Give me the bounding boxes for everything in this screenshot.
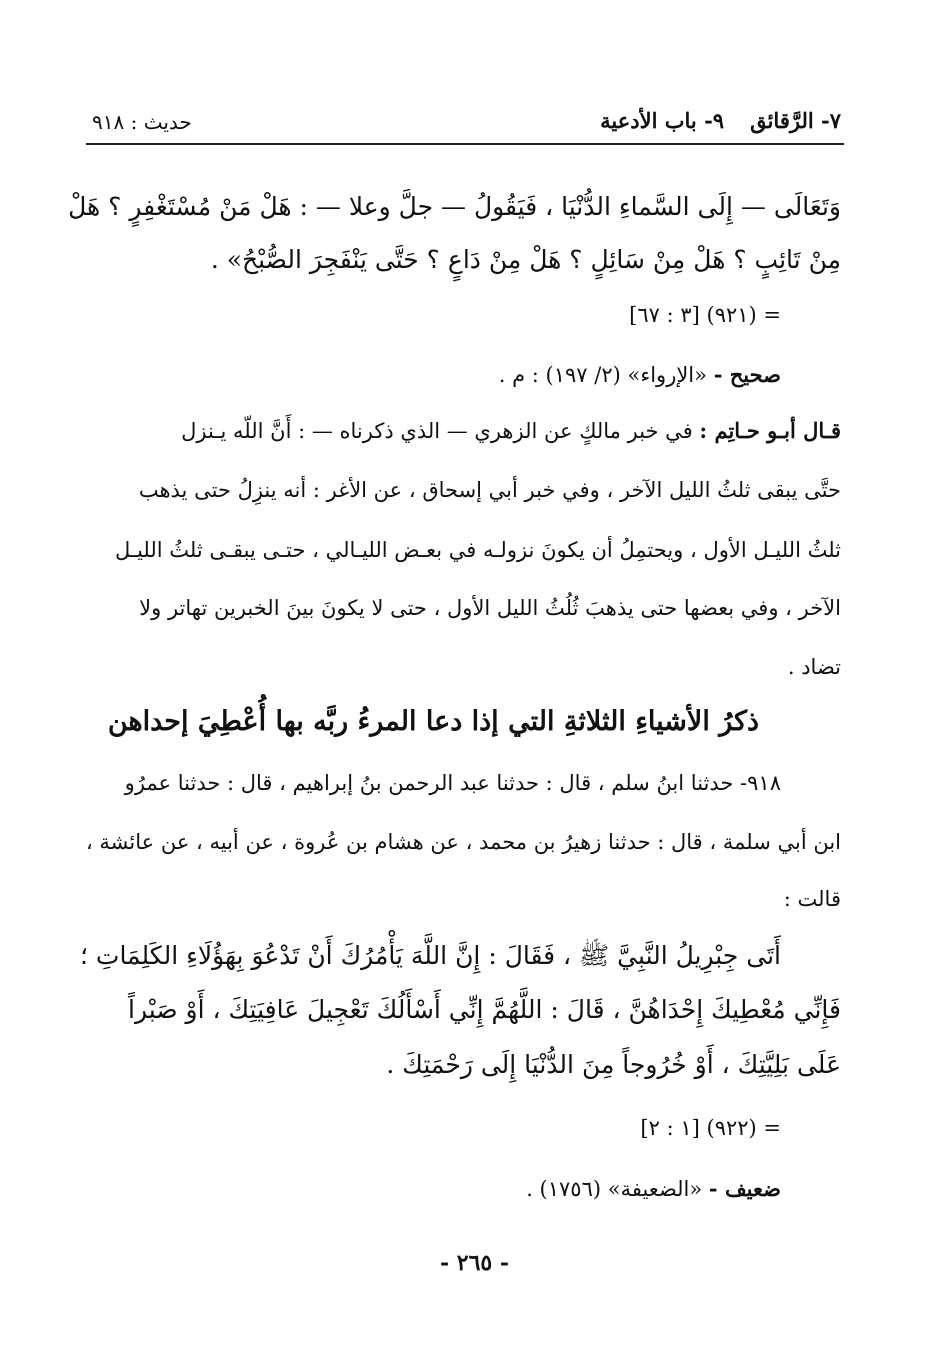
hadith-text-line: وَتَعَالَى — إِلَى السَّماءِ الدُّنْيَا ، فَيَقُولُ — جلَّ وعلا — : هَلْ مَنْ مُسْتَغْفِرٍ ؟ هَلْ bbox=[68, 192, 841, 221]
commentary-line: الآخر ، وفي بعضها حتى يذهبَ ثُلُثُ الليل الأول ، حتى لا يكونَ بينَ الخبرين تهاتر ولا bbox=[139, 596, 841, 620]
commentary-line: تضاد . bbox=[787, 655, 841, 679]
commentary-line bbox=[181, 418, 841, 443]
hadith-text-line: أَتَى جِبْرِيلُ النَّبِيَّ ﷺ ، فَقَالَ : إِنَّ اللَّهَ يَأْمُرُكَ أَنْ تَدْعُوَ بِهَؤُلَاءِ الكَلِمَاتِ ؛ bbox=[80, 941, 781, 970]
grading bbox=[526, 1176, 781, 1201]
grading-source: «الضعيفة» (١٧٥٦) . bbox=[526, 1177, 703, 1201]
page-number: - ٢٦٥ - bbox=[439, 1250, 510, 1276]
grading bbox=[499, 362, 781, 387]
hadith-text-line: عَلَى بَلِيَّتِكَ ، أَوْ خُرُوجاً مِنَ الدُّنْيَا إِلَى رَحْمَتِكَ . bbox=[386, 1050, 841, 1079]
cross-reference: = (٩٢١) [٣ : ٦٧] bbox=[629, 303, 781, 327]
header-rule bbox=[86, 143, 844, 145]
hadith-text-line: مِنْ تَائِبٍ ؟ هَلْ مِنْ سَائِلٍ ؟ هَلْ مِنْ دَاعٍ ؟ حَتَّى يَنْفَجِرَ الصُّبْحُ» . bbox=[210, 245, 841, 274]
section-title: ٩- باب الأدعية bbox=[600, 108, 725, 133]
hadith-reference: حديث : ٩١٨ bbox=[92, 110, 192, 134]
chapter-title: ٧- الرَّقائق bbox=[750, 108, 841, 133]
running-header bbox=[574, 108, 841, 133]
isnad-line: ٩١٨- حدثنا ابنُ سلم ، قال : حدثنا عبد الرحمن بنُ إبراهيم ، قال : حدثنا عمرُو bbox=[124, 771, 781, 795]
commentary-line: ثلثُ الليـل الأول ، ويحتمِلُ أن يكونَ نزولـه في بعـض الليـالي ، حتـى يبقـى ثلثُ الليـل bbox=[115, 538, 841, 562]
commentary-speaker: قـال أبـو حـاتِم : bbox=[699, 418, 841, 443]
isnad-line: قالت : bbox=[783, 887, 841, 911]
cross-reference: = (٩٢٢) [١ : ٢] bbox=[640, 1116, 781, 1140]
commentary-line: حتَّى يبقى ثلثُ الليل الآخر ، وفي خبر أبي إسحاق ، عن الأغر : أنه ينزِلُ حتى يذهب bbox=[138, 478, 841, 502]
grading-source: «الإرواء» (٢/ ١٩٧) : م . bbox=[498, 363, 707, 387]
isnad-line: ابن أبي سلمة ، قال : حدثنا زهيرُ بن محمد ، عن هشام بن عُروة ، عن أبيه ، عن عائشة ، bbox=[85, 830, 841, 854]
grading-label: ضعيف - bbox=[708, 1176, 781, 1201]
grading-label: صحيح - bbox=[713, 362, 781, 387]
commentary-text: في خبر مالكٍ عن الزهري — الذي ذكرناه — : أَنَّ اللّه يـنزل bbox=[181, 419, 693, 443]
section-heading: ذكرُ الأشياءِ الثلاثةِ التي إذا دعا المرءُ ربَّه بها أُعْطِيَ إحداهن bbox=[107, 706, 759, 737]
hadith-text-line: فَإِنِّي مُعْطِيكَ إِحْدَاهُنَّ ، قَالَ : اللَّهُمَّ إِنِّي أَسْأَلُكَ تَعْجِيلَ عَافِيَتِكَ ، أَوْ صَبْراً bbox=[128, 995, 841, 1024]
